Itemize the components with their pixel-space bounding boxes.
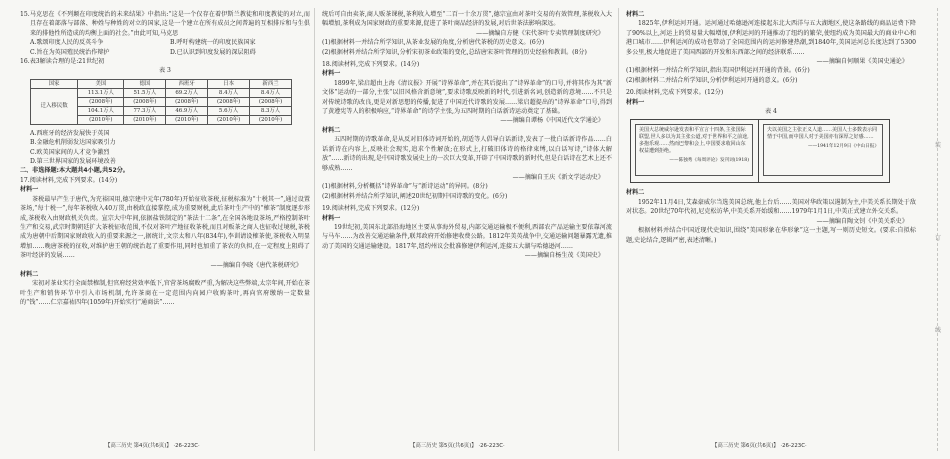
material-text: 宋初对茶业实行全面禁榷制,但官府经营效率低下,官营茶场腐败严重,为解决这些弊端,太宗年间,开始在茶叶生产和销售环节中引入市场机制,允许茶商在一定范围内向园户收购茶叶,再向官府缴纳一定数量的“钱”……仁宗嘉祐四年(1059年)开始实行“通商法”…… [20, 280, 310, 307]
material-text: 1899年,梁启超由上海《清议报》开展“诗界革命”,并在其后提出了“诗界革命”的口号,并将其作为其“新文体”运动的一部分,主张“以旧风格含新意境”,要求诗歌反映新的时代,引进新名词,创造新的意境……不只是对传统诗歌的改良,更是对新思想的传播,促进了中国近代诗歌的发展……梁启超提出的“诗界革命”口号,得到了黄遵宪等人的积极响应,“诗界革命”的诗学主张,为五四时期的白话新诗运动奠定了基础。 [322, 79, 612, 116]
table-header: 新西兰 [250, 79, 292, 88]
table3 [30, 79, 292, 125]
material-text: 1825年,伊利运河开通。运河通过哈德逊河连接起东北大西洋与五大湖地区,使这条路线的商品运费下降了90%以上,河运上的贸易量大幅增加,伊利运河的开通推动了纽约的繁荣,使纽约成为美国最大的商业中心和港口城市……伊利运河的成功也带动了全国范围内的运河修建热潮,到1840年,美国运河总长度达到了5300多公里,极大地促进了美国西部的开发和东西部之间的经济联系…… [626, 20, 916, 56]
table-cell: 77.3万人 [124, 106, 166, 115]
section-title: 二、非选择题:本大题共4小题,共52分。 [20, 167, 129, 175]
q16-stem: 16.表3解读合理的是:21世纪初 [20, 58, 105, 66]
table-cell: 104.1万人 [78, 106, 124, 115]
sub-question: (2)根据材料并结合所学知识,阐述20世纪初期中国诗歌的变化。(6分) [322, 192, 508, 200]
citation: ——摘编自王庆《新文学运动史》 [512, 173, 604, 181]
page-footer: 【高三历史 第5页(共6页)】 ·26-223C· [410, 443, 505, 449]
citation: ——摘编自陶文钊《中美关系史》 [816, 217, 908, 225]
material-label: 材料一 [322, 214, 341, 222]
table-cell-cite: ——1941年12月9日《中山日报》 [808, 144, 879, 150]
table-header: 日本 [208, 79, 250, 88]
table-cell: 46.9万人 [166, 106, 208, 115]
sub-question: (2)根据材料二并结合所学知识,分析伊利运河开通的意义。(6分) [626, 76, 798, 84]
binding-mark: 订 [934, 235, 941, 242]
row-label: 迁入移民数 [31, 88, 78, 124]
table-cell: (2010年) [166, 115, 208, 124]
table-cell: 69.2万人 [166, 88, 208, 97]
q20-stem: 20.阅读材料,完成下列要求。(12分) [626, 89, 724, 97]
q15-stem: 15.马克思在《不列颠在印度统治的未来结果》中指出:“这是一个仅存在着伊斯兰教徒和印度教徒的对立,而且存在着部落与部落、种姓与种姓的对立的国家,这是一个建立在所有成员之间普遍的互相排斥和与生俱来的排他性所造成的均衡上面的社会。”由此可知,马克思 [20, 11, 310, 37]
material-label: 材料二 [20, 270, 39, 278]
page-footer: 【高三历史 第6页(共6页)】 ·26-223C· [712, 443, 807, 449]
page-4-column [20, 10, 310, 308]
q15-options [20, 38, 310, 57]
binding-line [937, 8, 938, 451]
sub-question: (1)根据材料一并结合所学知识,从茶业发展的角度,分析唐代茶税的历史意义。(6分) [322, 39, 545, 47]
citation: ——摘编自李晓《唐代茶税研究》 [210, 261, 302, 269]
material-label: 材料二 [626, 189, 645, 197]
table-cell: (2010年) [78, 115, 124, 124]
q16-option-b[interactable]: B.金融危机削弱发达国家吸引力 [30, 139, 116, 147]
material-label: 材料一 [626, 98, 645, 106]
table-cell: (2008年) [250, 97, 292, 106]
q20-task: 根据材料并结合中国近现代史知识,围绕“美国形象在华形象”这一主题,写一则历史短文。(要求:自拟标题,史论结合,逻辑严密,表述清晰。) [626, 227, 916, 244]
citation: ——摘编自方健《宋代茶叶专卖管理制度研究》 [476, 29, 604, 37]
table-cell: (2010年) [250, 115, 292, 124]
q15-option-c[interactable]: C.旨在为英国殖民统治作辩护 [30, 48, 110, 56]
table-cell: 113.1万人 [78, 88, 124, 97]
binding-mark: 装 [934, 142, 941, 149]
q18-stem: 18.阅读材料,完成下列要求。(14分) [322, 61, 420, 69]
table-cell: 8.3万人 [250, 106, 292, 115]
table4-right-cell [763, 124, 883, 176]
table4 [630, 119, 890, 183]
table-cell-cite: ——陈独秀《每周评论》发刊词(1918) [669, 158, 749, 164]
q16-option-a[interactable]: A.西班牙的经济发展快于英国 [30, 129, 110, 137]
material-text: 五四时期的诗歌革命,是从反对旧体诗词开始的,胡适等人倡导白话新诗,发表了一批白话新诗作品……白话新诗在内容上,反映社会现实,追求个性解放;在形式上,打破旧体诗的格律束缚,以白话写诗,“诗体大解放”……新诗的出现,是中国诗歌发展史上的一次巨大变革,开辟了中国诗歌的新时代,但是白话诗在艺术上还不够成熟…… [322, 136, 612, 172]
table-cell: (2008年) [208, 97, 250, 106]
table3-title: 表 3 [159, 67, 171, 75]
table-header: 国家 [31, 79, 78, 88]
table-cell: (2008年) [166, 97, 208, 106]
table-cell: (2008年) [78, 97, 124, 106]
column-divider [618, 8, 619, 451]
table-cell-text: 夫以美国之主张正义人道……美国人士多数表示同情于中国,而中国人对于美国亦有深厚之好感…… [767, 127, 878, 141]
table-cell: 5.6万人 [208, 106, 250, 115]
table-cell: 8.4万人 [208, 88, 250, 97]
table-cell: (2010年) [124, 115, 166, 124]
table-cell: 51.5万人 [124, 88, 166, 97]
table-cell: 8.4万人 [250, 88, 292, 97]
q16-option-d[interactable]: D.第三世界国家的发展环境改善 [30, 158, 116, 166]
citation: ——摘编自何顺果《美国史通论》 [816, 58, 908, 66]
q16-option-c[interactable]: C.欧美国家间的人才竞争激烈 [30, 148, 110, 156]
table-cell-text: 美国大总统威尔逊发表和平宣言十四条,主张国际联盟,世人多以为其主张公道,对于世界和平之前途,多抱乐观……然而巴黎和会上,中国要求收回山东权益遭到拒绝。 [639, 127, 749, 155]
material-text: 19世纪初,美国东北部沿海地区主要从事海外贸易,内部交通运输极不便利,西部农产品运输主要依靠河流与马车……为改善交通运输条件,联邦政府开始修建收费公路。1812年美英战争中,交通运输问题暴露无遗,推动了美国的交通运输建设。1817年,纽约州议会批准修建伊利运河,连接五大湖与哈德逊河…… [322, 223, 612, 250]
table4-left-cell [635, 124, 753, 176]
table-cell: (2008年) [124, 97, 166, 106]
material-label: 材料一 [322, 70, 341, 78]
material-label: 材料二 [626, 11, 645, 18]
q15-option-d[interactable]: D.已认识到印度发展的深层阻碍 [170, 48, 256, 56]
material-text: 统后可自由卖茶,商人贩茶课税,茶利收入增至“二百一十余万贯”,德宗宣由对茶叶交易的有效管理,茶税收入大幅增加,茶利成为国家财政的重要来源,促进了茶叶商品经济的发展,对后世茶法影响深远。 [322, 11, 612, 28]
table-header: 西班牙 [166, 79, 208, 88]
q19-stem: 19.阅读材料,完成下列要求。(12分) [322, 205, 420, 213]
binding-mark: 线 [934, 327, 941, 334]
table-row [31, 88, 292, 97]
q15-option-a[interactable]: A.歌颂印度人民的反英斗争 [30, 39, 104, 47]
table-cell: (2010年) [208, 115, 250, 124]
page-6-column [626, 10, 916, 245]
material-text: 茶税最早产生于唐代,为充裕国用,德宗建中元年(780年)开始征收茶税,征税标准为“十税其一”,通过设置茶场,“每十税一”,每年茶税收入40万贯,由税政直接掌控,成为重要财税,此后茶叶生产中的“榷茶”制度逐步形成,茶税收入由财政机关负责。宣宗大中年间,依据盐铁制定的“茶法十二条”,在全国各地设茶场,严格控制茶叶生产和交易,武宗时期朝廷扩大茶税征收范围,不仅对茶叶产地征收茶税,而且对贩茶之商人也征收过境税,茶税成为唐朝中后期国家财政收入的重要来源之一,据统计,文宗太和八年(834年),李训请设榷茶使,茶税收入明显增加……晚唐茶税的征收,对维护唐王朝的统治起了重要作用,同时也加重了茶农的负担,在一定程度上阻碍了茶叶经济的发展…… [20, 195, 310, 260]
citation: ——摘编自谭杨《中国近代文学通论》 [500, 117, 604, 125]
q16-options [20, 129, 310, 167]
q15-option-b[interactable]: B.呼吁构建统一的印度民族国家 [170, 39, 256, 47]
material-text: 1952年11月4日,艾森豪威尔当选美国总统,他上台后……美国对华政策以遏制为主,中美关系长期处于敌对状态。20世纪70年代初,尼克松访华,中美关系开始缓和……1979年1月1日,中美正式建立外交关系。 [626, 198, 916, 216]
sub-question: (1)根据材料一并结合所学知识,指出美国伊利运河开通的背景。(6分) [626, 67, 810, 75]
page-footer: 【高三历史 第4页(共6页)】 ·26-223C· [105, 443, 200, 449]
page-5-column [322, 10, 612, 261]
q17-stem: 17.阅读材料,完成下列要求。(14分) [20, 176, 118, 184]
material-label: 材料二 [322, 126, 341, 134]
table-divider [758, 120, 759, 182]
sub-question: (1)根据材料,分析概括“诗界革命”与“新诗运动”的异同。(8分) [322, 183, 488, 191]
table4-title: 表 4 [765, 108, 777, 116]
citation: ——摘编自杨生茂《美国史》 [524, 252, 604, 260]
column-divider [314, 8, 315, 451]
table-header: 美国 [78, 79, 124, 88]
material-label: 材料一 [20, 186, 39, 194]
sub-question: (2)根据材料并结合所学知识,分析宋初茶业政策的变化,总结唐宋茶叶管理的历史经验和教训。(8分) [322, 48, 587, 56]
table-header: 德国 [124, 79, 166, 88]
table-header-row [31, 79, 292, 88]
